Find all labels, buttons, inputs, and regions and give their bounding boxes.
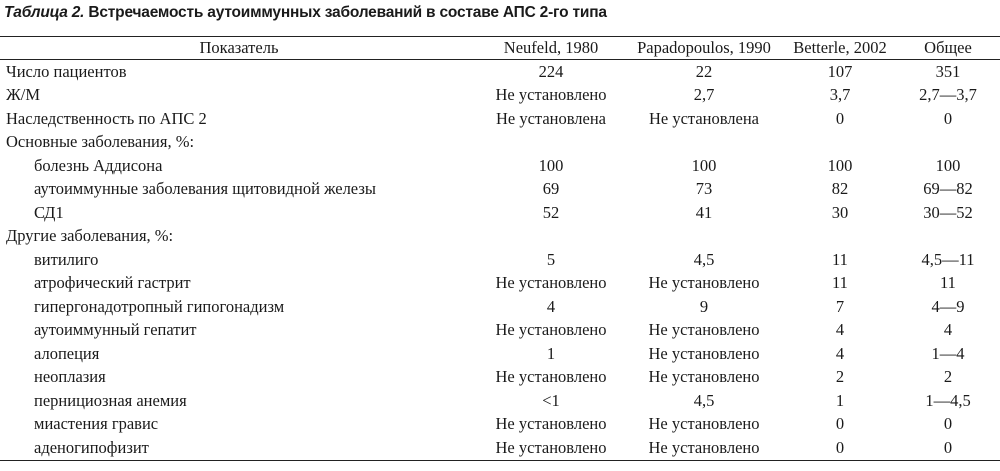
total-value: [896, 225, 1000, 249]
total-value: 1—4,5: [925, 390, 971, 410]
header-indicator: Показатель: [0, 37, 478, 60]
neufeld-value: Не установлено: [495, 320, 607, 340]
betterle-value: 30: [831, 202, 849, 222]
papadopoulos-value: Не установлено: [648, 273, 760, 293]
papadopoulos-value: 4,5: [693, 390, 715, 410]
total-value: 100: [935, 155, 961, 175]
betterle-value: 2: [835, 367, 845, 387]
papadopoulos-value: Не установлено: [648, 320, 760, 340]
table-row: [0, 84, 1000, 108]
betterle-value: 0: [835, 108, 845, 128]
table-row: [0, 436, 1000, 460]
betterle-value: 1: [835, 390, 845, 410]
table-row: [0, 107, 1000, 131]
row-indicator: аденогипофизит: [0, 436, 478, 460]
neufeld-value: 5: [546, 249, 556, 269]
table-header: [0, 37, 1000, 60]
neufeld-value: Не установлено: [495, 367, 607, 387]
table-row: [0, 389, 1000, 413]
papadopoulos-value: 100: [691, 155, 717, 175]
neufeld-value: 4: [546, 296, 556, 316]
papadopoulos-value: 4,5: [693, 249, 715, 269]
total-value: 11: [940, 273, 956, 293]
betterle-value: 0: [835, 414, 845, 434]
table-row: [0, 248, 1000, 272]
betterle-value: 7: [835, 296, 845, 316]
betterle-value: [784, 131, 896, 155]
neufeld-value: <1: [542, 390, 560, 410]
total-value: 69—82: [923, 179, 973, 199]
row-indicator: Ж/М: [6, 85, 41, 105]
papadopoulos-value: 2,7: [693, 85, 715, 105]
table-row: [0, 319, 1000, 343]
row-indicator: СД1: [34, 202, 64, 222]
betterle-value: 4: [835, 343, 845, 363]
neufeld-value: Не установлена: [495, 108, 607, 128]
row-indicator: Наследственность по АПС 2: [6, 108, 207, 128]
total-value: [896, 131, 1000, 155]
betterle-value: 11: [832, 249, 848, 269]
papadopoulos-value: Не установлено: [648, 367, 760, 387]
table-row: [0, 295, 1000, 319]
table-row: [0, 154, 1000, 178]
header-neufeld: Neufeld, 1980: [478, 37, 624, 60]
total-value: 1—4: [931, 343, 965, 363]
table-row: [0, 366, 1000, 390]
table-body: [0, 60, 1000, 461]
row-indicator: алопеция: [34, 343, 100, 363]
betterle-value: 107: [827, 61, 853, 81]
header-row: [0, 37, 1000, 60]
papadopoulos-value: 41: [695, 202, 713, 222]
papadopoulos-value: Не установлена: [648, 108, 760, 128]
row-indicator: Основные заболевания, %:: [6, 132, 195, 152]
betterle-value: 11: [832, 273, 848, 293]
total-value: 30—52: [923, 202, 973, 222]
table-row: [0, 272, 1000, 296]
table-row: [0, 131, 1000, 155]
papadopoulos-value: Не установлено: [624, 436, 784, 460]
papadopoulos-value: 9: [699, 296, 709, 316]
papadopoulos-value: 73: [695, 179, 713, 199]
row-indicator: болезнь Аддисона: [34, 155, 163, 175]
row-indicator: витилиго: [34, 249, 99, 269]
neufeld-value: 224: [538, 61, 564, 81]
papadopoulos-value: Не установлено: [648, 414, 760, 434]
betterle-value: 100: [827, 155, 853, 175]
row-indicator: Другие заболевания, %:: [6, 226, 174, 246]
table-caption: [4, 4, 607, 22]
total-value: 0: [943, 414, 953, 434]
table-caption-title: Встречаемость аутоиммунных заболеваний в составе АПС 2-го типа: [88, 4, 607, 21]
total-value: 4: [943, 320, 953, 340]
header-papadopoulos: Papadopoulos, 1990: [624, 37, 784, 60]
neufeld-value: 52: [542, 202, 560, 222]
table-row: [0, 201, 1000, 225]
total-value: 2: [943, 367, 953, 387]
header-betterle: Betterle, 2002: [784, 37, 896, 60]
table-row: [0, 413, 1000, 437]
table-row: [0, 342, 1000, 366]
neufeld-value: Не установлено: [495, 273, 607, 293]
total-value: 351: [935, 61, 961, 81]
row-indicator: миастения гравис: [34, 414, 159, 434]
total-value: 4,5—11: [921, 249, 975, 269]
neufeld-value: 69: [542, 179, 560, 199]
table-row: [0, 178, 1000, 202]
total-value: 4—9: [931, 296, 965, 316]
autoimmune-table: [0, 36, 1000, 461]
row-indicator: гипергонадотропный гипогонадизм: [34, 296, 285, 316]
neufeld-value: 100: [538, 155, 564, 175]
total-value: 2,7—3,7: [919, 85, 977, 105]
row-indicator: аутоиммунный гепатит: [34, 320, 197, 340]
row-indicator: аутоиммунные заболевания щитовидной железы: [34, 179, 376, 199]
neufeld-value: Не установлено: [495, 85, 607, 105]
table-row: [0, 60, 1000, 84]
betterle-value: 4: [835, 320, 845, 340]
neufeld-value: [478, 131, 624, 155]
total-value: 0: [896, 436, 1000, 460]
betterle-value: 3,7: [829, 85, 851, 105]
row-indicator: пернициозная анемия: [34, 390, 187, 410]
papadopoulos-value: 22: [695, 61, 713, 81]
header-total: Общее: [896, 37, 1000, 60]
papadopoulos-value: [624, 225, 784, 249]
betterle-value: 0: [784, 436, 896, 460]
total-value: 0: [943, 108, 953, 128]
betterle-value: 82: [831, 179, 849, 199]
neufeld-value: Не установлено: [478, 436, 624, 460]
neufeld-value: 1: [546, 343, 556, 363]
neufeld-value: Не установлено: [495, 414, 607, 434]
betterle-value: [784, 225, 896, 249]
neufeld-value: [478, 225, 624, 249]
row-indicator: атрофический гастрит: [34, 273, 191, 293]
row-indicator: Число пациентов: [6, 61, 127, 81]
row-indicator: неоплазия: [34, 367, 106, 387]
table-row: [0, 225, 1000, 249]
papadopoulos-value: [624, 131, 784, 155]
papadopoulos-value: Не установлено: [648, 343, 760, 363]
table-caption-label: Таблица 2.: [4, 4, 85, 21]
